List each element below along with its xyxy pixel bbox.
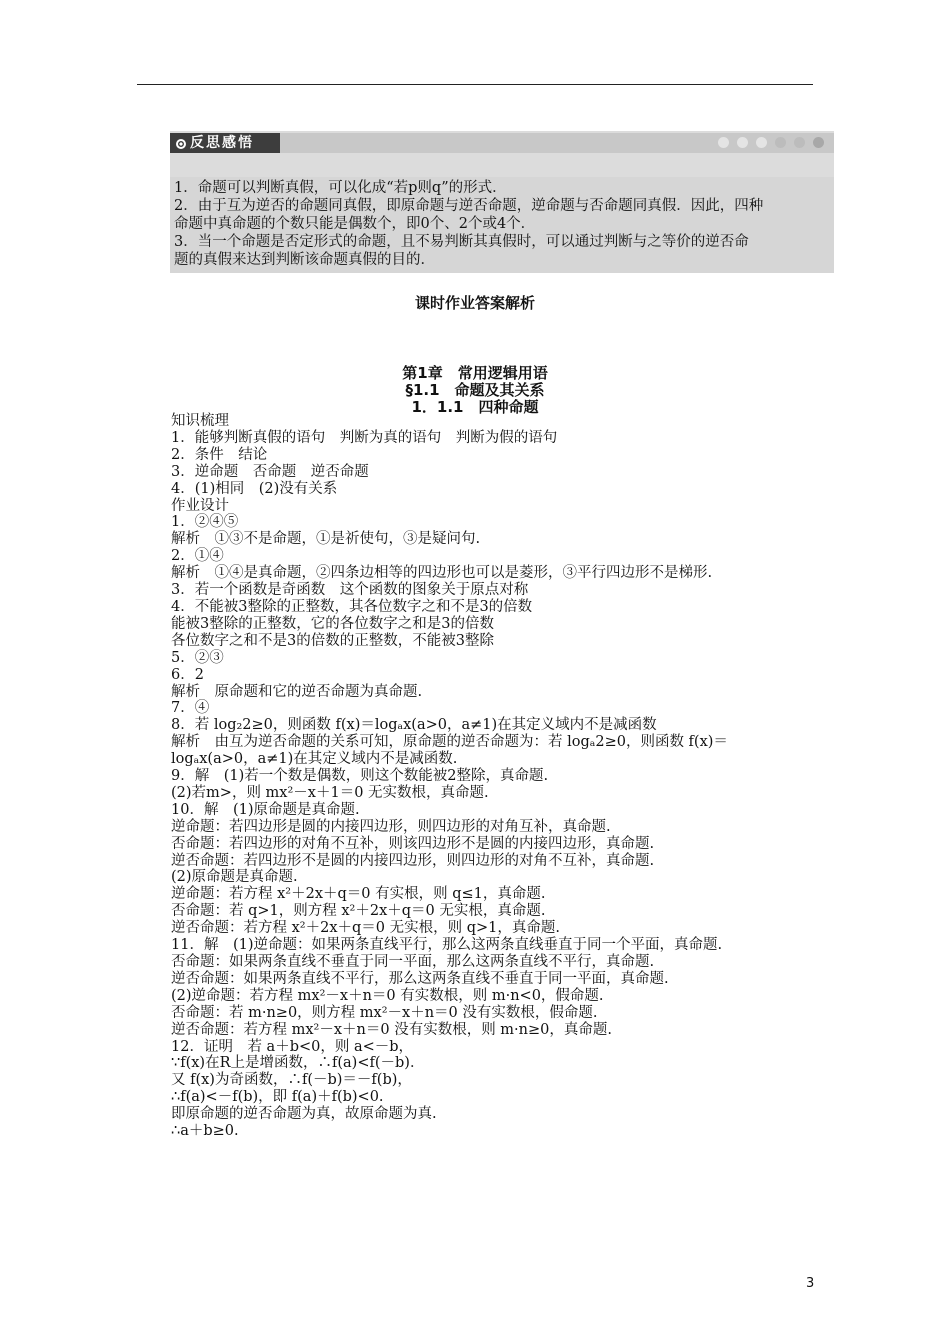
content-line: ∴f(a)<－f(b)，即 f(a)＋f(b)<0. <box>171 1089 384 1106</box>
content-line: 8．若 log₂2≥0，则函数 f(x)＝logₐx(a>0，a≠1)在其定义域内不是减函数 <box>171 717 657 734</box>
reflection-line: 1．命题可以判断真假，可以化成“若p则q”的形式． <box>174 180 507 196</box>
content-line: 能被3整除的正整数，它的各位数字之和是3的倍数 <box>171 615 494 632</box>
content-line: 3．逆命题 否命题 逆否命题 <box>171 463 369 480</box>
content-line: 解析 原命题和它的逆否命题为真命题. <box>171 683 423 700</box>
content-line: 11．解 (1)逆命题：如果两条直线平行，那么这两条直线垂直于同一个平面，真命题. <box>171 937 723 954</box>
content-line: 4．不能被3整除的正整数，其各位数字之和不是3的倍数 <box>171 598 533 615</box>
content-line: 7．④ <box>171 700 210 717</box>
reflection-header <box>170 131 834 177</box>
content-line: 作业设计 <box>171 497 229 514</box>
bullet-icon <box>176 139 186 149</box>
dot-icon <box>794 137 805 148</box>
reflection-body <box>170 177 834 273</box>
content-line: 10．解 (1)原命题是真命题. <box>171 801 360 818</box>
content-line: 逆否命题：若方程 mx²－x＋n＝0 没有实数根，则 m·n≥0，真命题. <box>171 1021 612 1038</box>
content-line: 逆命题：若四边形是圆的内接四边形，则四边形的对角互补，真命题. <box>171 818 611 835</box>
content-line: 3．若一个函数是奇函数 这个函数的图象关于原点对称 <box>171 582 529 599</box>
content-line: 逆否命题：若四边形不是圆的内接四边形，则四边形的对角不互补，真命题. <box>171 852 655 869</box>
decorative-dots <box>718 137 824 148</box>
subsection-title: 1．1.1 四种命题 <box>411 398 539 416</box>
content-line: ∴a＋b≥0. <box>171 1123 239 1140</box>
content-line: 1．②④⑤ <box>171 514 239 531</box>
content-line: 5．②③ <box>171 649 224 666</box>
content-line: 逆否命题：如果两条直线不平行，那么这两条直线不垂直于同一平面，真命题. <box>171 970 669 987</box>
section-title: §1.1 命题及其关系 <box>405 381 545 399</box>
content-line: 即原命题的逆否命题为真，故原命题为真. <box>171 1106 437 1123</box>
content-line: 又 f(x)为奇函数，∴f(－b)＝－f(b)， <box>171 1072 412 1089</box>
content-line: 1．能够判断真假的语句 判断为真的语句 判断为假的语句 <box>171 429 558 446</box>
content-line: 解析 ①④是真命题，②四条边相等的四边形也可以是菱形，③平行四边形不是梯形. <box>171 565 713 582</box>
answer-content <box>171 413 821 1140</box>
content-line: logₐx(a>0，a≠1)在其定义域内不是减函数. <box>171 751 458 768</box>
content-line: (2)原命题是真命题. <box>171 869 298 886</box>
content-line: (2)逆命题：若方程 mx²－x＋n＝0 有实数根，则 m·n<0，假命题. <box>171 987 604 1004</box>
reflection-line: 命题中真命题的个数只能是偶数个，即0个、2个或4个． <box>174 216 536 232</box>
content-line: 否命题：若四边形的对角不互补，则该四边形不是圆的内接四边形，真命题. <box>171 835 655 852</box>
dot-icon <box>718 137 729 148</box>
dot-icon <box>775 137 786 148</box>
content-line: 9．解 (1)若一个数是偶数，则这个数能被2整除，真命题. <box>171 768 549 785</box>
reflection-strip <box>280 133 834 153</box>
reflection-title: 反思感悟 <box>190 135 254 151</box>
reflection-line: 题的真假来达到判断该命题真假的目的． <box>174 252 435 268</box>
content-line: 解析 ①③不是命题，①是祈使句，③是疑问句. <box>171 531 481 548</box>
content-line: 否命题：若 q>1，则方程 x²＋2x＋q＝0 无实根，真命题. <box>171 903 546 920</box>
content-line: 逆否命题：若方程 x²＋2x＋q＝0 无实根，则 q>1，真命题. <box>171 920 560 937</box>
dot-icon <box>813 137 824 148</box>
chapter-title: 第1章 常用逻辑用语 <box>402 364 548 382</box>
content-line: 2．条件 结论 <box>171 446 268 463</box>
content-line: 4．(1)相同 (2)没有关系 <box>171 480 338 497</box>
dot-icon <box>756 137 767 148</box>
content-line: 否命题：若 m·n≥0，则方程 mx²－x＋n＝0 没有实数根，假命题. <box>171 1004 598 1021</box>
reflection-line: 2．由于互为逆否的命题同真假，即原命题与逆否命题，逆命题与否命题同真假．因此，四种 <box>174 198 764 214</box>
content-line: 各位数字之和不是3的倍数的正整数，不能被3整除 <box>171 632 494 649</box>
reflection-box <box>170 131 834 273</box>
content-line: ∵f(x)在R上是增函数，∴f(a)<f(－b)． <box>171 1055 425 1072</box>
content-line: 解析 由互为逆否命题的关系可知，原命题的逆否命题为：若 logₐ2≥0，则函数 f(x)＝ <box>171 734 728 751</box>
reflection-tab <box>170 133 280 153</box>
content-line: 6．2 <box>171 666 204 683</box>
dot-icon <box>737 137 748 148</box>
top-rule <box>137 84 813 85</box>
content-line: 12．证明 若 a＋b<0，则 a<－b， <box>171 1038 414 1055</box>
content-line: 逆命题：若方程 x²＋2x＋q＝0 有实根，则 q≤1，真命题. <box>171 886 546 903</box>
page-number: 3 <box>806 1276 815 1291</box>
answer-title: 课时作业答案解析 <box>414 294 535 312</box>
content-line: (2)若m>，则 mx²－x＋1＝0 无实数根，真命题. <box>171 784 489 801</box>
content-line: 知识梳理 <box>171 413 229 429</box>
content-line: 2．①④ <box>171 548 224 565</box>
content-line: 否命题：如果两条直线不垂直于同一平面，那么这两条直线不平行，真命题. <box>171 954 655 970</box>
reflection-line: 3．当一个命题是否定形式的命题，且不易判断其真假时，可以通过判断与之等价的逆否命 <box>174 234 749 250</box>
